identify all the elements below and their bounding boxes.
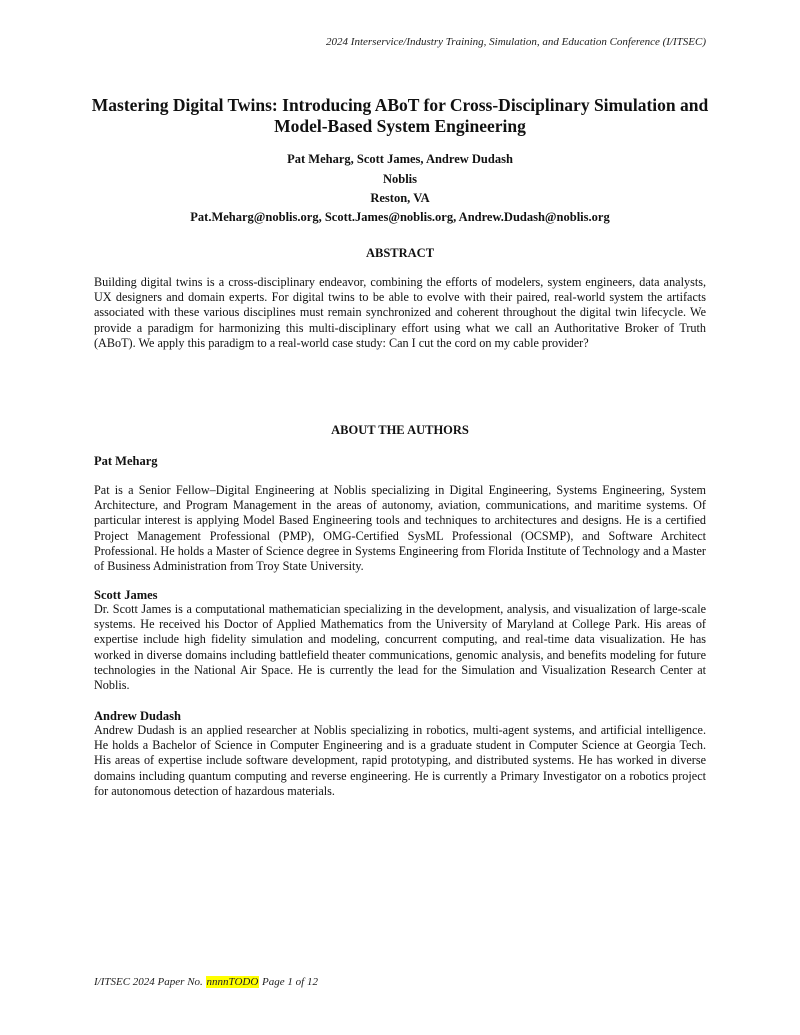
author-bio-meharg: Pat is a Senior Fellow–Digital Engineering at Noblis specializing in Digital Engineering, Systems Engineering, System Architecture, and Program Management in the areas of autonomy, aviation, communications, and maritime systems. Of particular interest is applying Model Based Engineering tools and techniques to architectures and designs. He is a certified Project Management Professional (PMP), OMG-Certified SysML Professional (OCSMP), and Software Architect Professional. He holds a Master of Science degree in Systems Engineering from Florida Institute of Technology and a Master of Business Administration from Troy State University. (94, 483, 706, 574)
abstract-text: Building digital twins is a cross-disciplinary endeavor, combining the efforts of modelers, system engineers, data analysts, UX designers and domain experts. For digital twins to be able to evolve with their paired, real-world system the artifacts associated with these various disciplines must remain synchronized and coherent throughout the digital twin lifecycle. We provide a paradigm for harmonizing this multi-disciplinary effort using what we call an Authoritative Broker of Truth (ABoT). We apply this paradigm to a real-world case study: Can I cut the cord on my cable provider? (94, 275, 706, 350)
about-authors-heading: ABOUT THE AUTHORS (331, 423, 469, 437)
paper-number-placeholder: nnnnTODO (206, 976, 259, 988)
author-name-meharg: Pat Meharg (94, 454, 158, 468)
author-list: Pat Meharg, Scott James, Andrew Dudash (287, 152, 513, 166)
paper-title: Mastering Digital Twins: Introducing ABoT for Cross-Disciplinary Simulation and Model-Based System Engineering (91, 95, 709, 136)
running-head: 2024 Interservice/Industry Training, Simulation, and Education Conference (I/ITSEC) (326, 36, 706, 48)
location: Reston, VA (370, 191, 430, 205)
author-emails: Pat.Meharg@noblis.org, Scott.James@noblis.org, Andrew.Dudash@noblis.org (190, 210, 610, 224)
page-footer (94, 976, 318, 988)
author-bio-james: Dr. Scott James is a computational mathematician specializing in the development, analysis, and visualization of large-scale systems. He received his Doctor of Applied Mathematics from the University of Maryland at College Park. His areas of expertise include high fidelity simulation and modeling, concurrent computing, and real-time data visualization. He has worked in diverse domains including battlefield theater communications, genomic analysis, and benefits modeling for future technologies in the National Air Space. He is currently the lead for the Simulation and Visualization Research Center at Noblis. (94, 602, 706, 693)
author-name-dudash: Andrew Dudash (94, 709, 181, 723)
organization: Noblis (382, 172, 418, 186)
footer-page-number: Page 1 of 12 (259, 976, 318, 988)
author-name-james: Scott James (94, 588, 158, 602)
footer-prefix: I/ITSEC 2024 Paper No. (94, 976, 206, 988)
abstract-heading: ABSTRACT (365, 246, 435, 260)
author-bio-dudash: Andrew Dudash is an applied researcher at Noblis specializing in robotics, multi-agent systems, and artificial intelligence. He holds a Bachelor of Science in Computer Engineering and is a graduate student in Computer Science at Georgia Tech. His areas of expertise include software development, rapid prototyping, and distributed systems. He has worked in diverse domains including quantum computing and reverse engineering. He is currently a Primary Investigator on a robotics project for autonomous detection of hazardous materials. (94, 723, 706, 798)
